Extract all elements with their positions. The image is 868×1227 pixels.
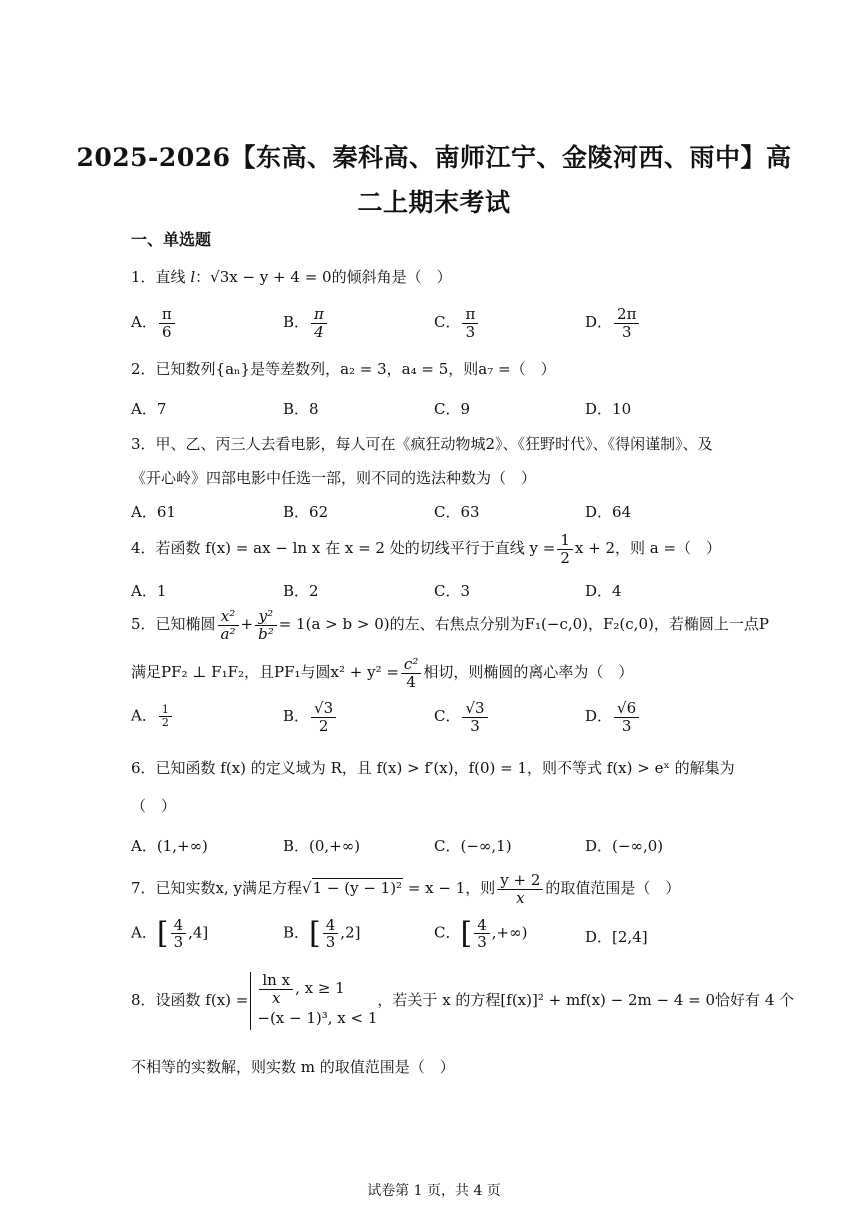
q7-option-b: B．[ $\frac{4}{3}$ ,2] — [283, 915, 361, 951]
question-8-line2: 不相等的实数解，则实数 m 的取值范围是（ ） — [131, 1058, 455, 1076]
q4-option-b: B．2 — [283, 582, 319, 600]
question-6-line2: （ ） — [131, 797, 177, 815]
q6-option-a: A．(1,+∞) — [131, 837, 208, 855]
q3-option-b: B．62 — [283, 503, 329, 521]
q1-option-d: D． $\frac{2\pi}{3}$ — [585, 306, 641, 340]
q2-option-d: D．10 — [585, 400, 632, 418]
q4-option-c: C．3 — [434, 582, 471, 600]
question-6-line1: 6．已知函数 f(x) 的定义域为 R，且 f(x) > f′(x)，f(0) = 1，则不等式 f(x) > eˣ 的解集为 — [131, 759, 735, 777]
question-7: 7．已知实数x, y满足方程√1 − (y − 1)² = x − 1，则 $\frac{y + 2}{x}$ 的取值范围是（ ） — [131, 871, 681, 907]
q3-option-d: D．64 — [585, 503, 632, 521]
q5-option-a: A． $\frac{1}{2}$ — [131, 704, 174, 729]
q5-option-d: D． $\frac{√6}{3}$ — [585, 700, 641, 734]
question-8-line1: 8．设函数 f(x) = $\frac{\text{ln x}}{x}$ , x ≥ 1 −(x − 1)³, x < 1 ，若关于 x 的方程[f(x)]² + mf(x) − 2m − 4 = 0恰好有 4 个 — [131, 972, 794, 1030]
q3-option-c: C．63 — [434, 503, 480, 521]
q1-option-c: C． $\frac{\pi}{3}$ — [434, 306, 480, 340]
q7-radical: 1 − (y − 1)² — [312, 879, 403, 897]
q5-option-c: C． $\frac{√3}{3}$ — [434, 700, 490, 734]
q1-option-a: A． $\frac{\pi}{6}$ — [131, 306, 177, 340]
q2-option-c: C．9 — [434, 400, 471, 418]
question-3-line2: 《开心岭》四部电影中任选一部，则不同的选法种数为（ ） — [131, 469, 537, 487]
q6-option-d: D．(−∞,0) — [585, 837, 664, 855]
question-3-line1: 3．甲、乙、丙三人去看电影，每人可在《疯狂动物城2》、《狂野时代》、《得闲谨制》、及 — [131, 435, 713, 453]
question-5-line1: 5．已知椭圆 $\frac{\text{x²}}{\text{a²}}$ + $\frac{\text{y²}}{\text{b²}}$ = 1(a > b > 0)的左、右焦点分别为F₁(−c,0)，F₂(c,0)，若椭圆上一点P — [131, 607, 769, 643]
question-2: 2．已知数列{aₙ}是等差数列，a₂ = 3，a₄ = 5，则a₇ =（ ） — [131, 360, 556, 378]
q6-option-c: C．(−∞,1) — [434, 837, 512, 855]
q4-option-d: D．4 — [585, 582, 622, 600]
question-5-line2: 满足PF₂ ⊥ F₁F₂，且PF₁与圆x² + y² = $\frac{\text{c²}}{4}$ 相切，则椭圆的离心率为（ ） — [131, 655, 634, 691]
q6-option-b: B．(0,+∞) — [283, 837, 361, 855]
q1-option-b: B． $\frac{\pi}{4}$ — [283, 306, 329, 340]
q7-option-d: D．[2,4] — [585, 928, 648, 946]
section-heading: 一、单选题 — [131, 230, 212, 249]
q2-option-b: B．8 — [283, 400, 319, 418]
q7-option-a: A．[ $\frac{4}{3}$ ,4] — [131, 915, 209, 951]
question-1: 1．直线 l：√3x − y + 4 = 0的倾斜角是（ ） — [131, 268, 452, 286]
q7-option-c: C．[ $\frac{4}{3}$ ,+∞) — [434, 915, 528, 951]
q1-equation: 3x − y + 4 = 0的倾斜角是（ ） — [219, 268, 452, 286]
question-4: 4．若函数 f(x) = ax − ln x 在 x = 2 处的切线平行于直线 y = $\frac{1}{2}$ x + 2，则 a =（ ） — [131, 531, 722, 567]
page-footer: 试卷第 1 页，共 4 页 — [367, 1183, 501, 1199]
page-title-line2: 二上期末考试 — [357, 188, 511, 217]
q4-option-a: A．1 — [131, 582, 167, 600]
q3-option-a: A．61 — [131, 503, 176, 521]
q5-option-b: B． $\frac{√3}{2}$ — [283, 700, 338, 734]
q8-piecewise: $\frac{\text{ln x}}{x}$ , x ≥ 1 −(x − 1)³, x < 1 — [250, 972, 377, 1030]
q2-option-a: A．7 — [131, 400, 167, 418]
page-title-line1: 2025-2026【东高、秦科高、南师江宁、金陵河西、雨中】高 — [76, 143, 792, 172]
